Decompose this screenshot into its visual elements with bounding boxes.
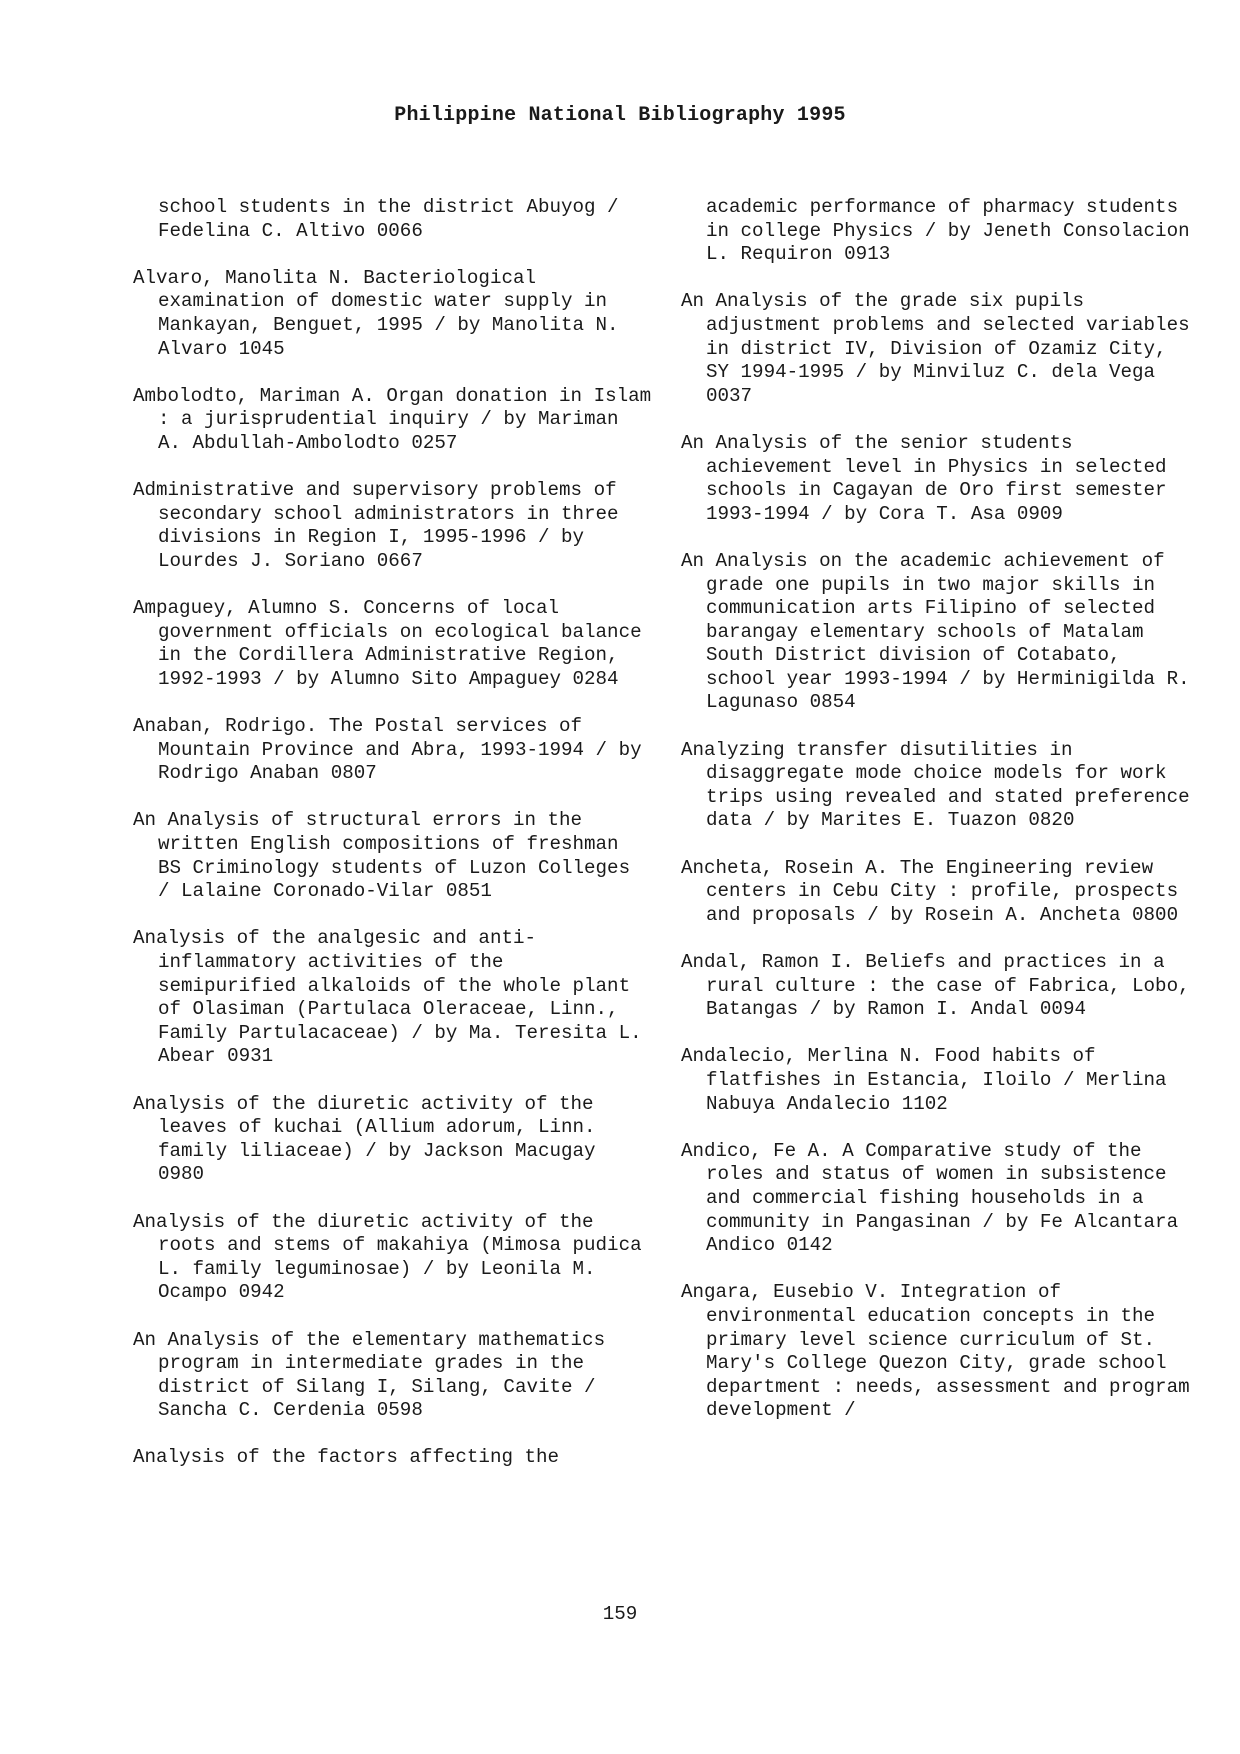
bibliography-entry: An Analysis of the grade six pupils adjustment problems and selected variables in district IV, Division of Ozamiz City, SY 1994-1995 / by Minviluz C. dela Vega 0037 [681, 290, 1202, 407]
bibliography-entry: Administrative and supervisory problems of secondary school administrators in three divisions in Region I, 1995-1996 / by Lourdes J. Soriano 0667 [133, 479, 631, 572]
bibliography-entry: An Analysis on the academic achievement of grade one pupils in two major skills in communication arts Filipino of selected barangay elementary schools of Matalam South District division of Cotabato, school year 1993-1994 / by Herminigilda R. Lagunaso 0854 [681, 549, 1202, 714]
right-column [681, 196, 1201, 1423]
bibliography-entry: Analysis of the diuretic activity of the roots and stems of makahiya (Mimosa pudica L. family leguminosae) / by Leonila M. Ocampo 0942 [133, 1210, 654, 1304]
bibliography-entry: An Analysis of structural errors in the written English compositions of freshman BS Criminology students of Luzon Colleges / Lalaine Coronado-Vilar 0851 [133, 809, 642, 903]
bibliography-entry: An Analysis of the senior students achievement level in Physics in selected schools in Cagayan de Oro first semester 1993-1994 / by Cora T. Asa 0909 [681, 431, 1179, 525]
bibliography-entry: Ampaguey, Alumno S. Concerns of local government officials on ecological balance in the Cordillera Administrative Region, 1992-1993 / by Alumno Sito Ampaguey 0284 [133, 597, 654, 690]
page-number: 159 [602, 1603, 638, 1625]
bibliography-entry: Alvaro, Manolita N. Bacteriological examination of domestic water supply in Mankayan, Benguet, 1995 / by Manolita N. Alvaro 1045 [133, 266, 631, 360]
bibliography-entry: Ambolodto, Mariman A. Organ donation in Islam : a jurisprudential inquiry / by Mariman A. Abdullah-Ambolodto 0257 [133, 384, 663, 454]
bibliography-entry: Anaban, Rodrigo. The Postal services of Mountain Province and Abra, 1993-1994 / by Rodrigo Anaban 0807 [133, 715, 654, 785]
bibliography-entry: Andal, Ramon I. Beliefs and practices in a rural culture : the case of Fabrica, Lobo, Batangas / by Ramon I. Andal 0094 [681, 951, 1202, 1021]
bibliography-entry: An Analysis of the elementary mathematics program in intermediate grades in the district of Silang I, Silang, Cavite / Sancha C. Cerdenia 0598 [133, 1328, 617, 1422]
bibliography-entry: Andico, Fe A. A Comparative study of the roles and status of women in subsistence and commercial fishing households in a community in Pangasinan / by Fe Alcantara Andico 0142 [681, 1139, 1190, 1257]
bibliography-entry: Analysis of the diuretic activity of the leaves of kuchai (Allium adorum, Linn. family liliaceae) / by Jackson Macugay 0980 [133, 1092, 608, 1186]
bibliography-entry: Analysis of the analgesic and anti-inflammatory activities of the semipurified alkaloids of the whole plant of Olasiman (Partulaca Oleraceae, Linn., Family Partulacaceae) / by Ma. Teresita L. Abear 0931 [133, 927, 654, 1068]
left-column [133, 196, 663, 1470]
bibliography-entry: Ancheta, Rosein A. The Engineering review centers in Cebu City : profile, prospects and proposals / by Rosein A. Ancheta 0800 [681, 856, 1190, 926]
bibliography-entry: academic performance of pharmacy students in college Physics / by Jeneth Consolacion L. Requiron 0913 [706, 196, 1202, 266]
bibliography-entry: Analyzing transfer disutilities in disaggregate mode choice models for work trips using revealed and stated preference data / by Marites E. Tuazon 0820 [681, 738, 1202, 832]
bibliography-entry: Andalecio, Merlina N. Food habits of flatfishes in Estancia, Iloilo / Merlina Nabuya Andalecio 1102 [681, 1045, 1179, 1115]
bibliography-entry: Analysis of the factors affecting the [133, 1446, 560, 1469]
bibliography-entry: school students in the district Abuyog / Fedelina C. Altivo 0066 [158, 196, 631, 242]
bibliography-entry: Angara, Eusebio V. Integration of environmental education concepts in the primary level science curriculum of St. Mary's College Quezon City, grade school department : needs, assessment and program development / [681, 1281, 1202, 1422]
page-title: Philippine National Bibliography 1995 [394, 104, 846, 127]
